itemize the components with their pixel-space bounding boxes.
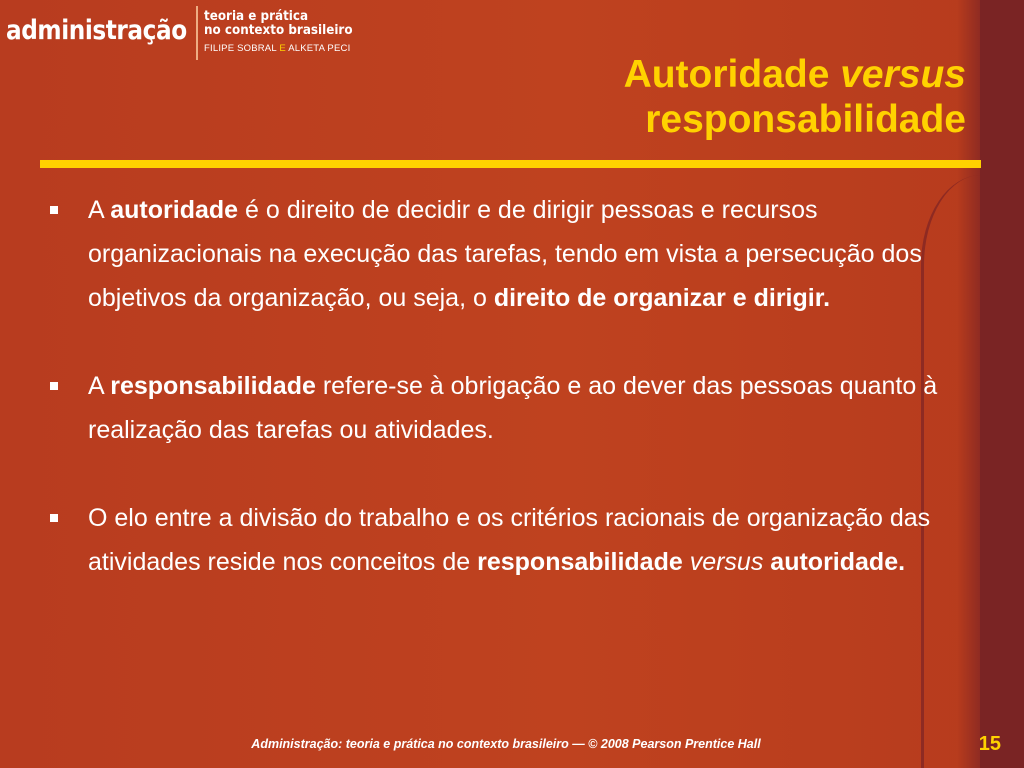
logo-author-connector: E: [279, 43, 286, 54]
bullet-text-segment: responsabilidade: [110, 372, 316, 400]
bullet-text-segment: autoridade.: [770, 548, 906, 576]
logo-author-1: FILIPE SOBRAL: [204, 43, 277, 54]
bullet-text-segment: versus: [689, 548, 764, 576]
logo-wordmark: administração: [6, 15, 187, 46]
bullet-list: [50, 188, 940, 628]
bullet-text: [88, 364, 940, 452]
bullet-text-segment: autoridade: [110, 196, 239, 224]
bullet-item: [50, 496, 940, 584]
bullet-item: [50, 364, 940, 452]
logo-divider: [196, 6, 198, 60]
footer-text: Administração: teoria e prática no contexto brasileiro — © 2008 Pearson Prentice Hall: [251, 737, 761, 751]
bullet-text-segment: responsabilidade: [477, 548, 683, 576]
title-part-1: Autoridade: [623, 53, 841, 96]
logo-subtitle-line2: no contexto brasileiro: [204, 23, 353, 38]
bullet-text-segment: direito de organizar e dirigir.: [493, 284, 831, 312]
bullet-text-segment: O elo entre a divisão do trabalho e os critérios racionais de organização das atividades reside nos conceitos de: [88, 504, 931, 576]
bullet-square-icon: [50, 514, 58, 522]
bullet-text: [88, 496, 940, 584]
slide-title: [266, 52, 966, 142]
bullet-text-segment: A: [88, 196, 111, 224]
title-italic-versus: versus: [840, 53, 966, 96]
bullet-text-segment: é o direito de decidir e de dirigir pessoas e recursos organizacionais na execução das tarefas, tendo em vista a persecução dos objetivos da organização, ou seja, o: [88, 196, 922, 312]
bullet-text-segment: A: [88, 372, 111, 400]
footer: [0, 737, 1024, 751]
bullet-square-icon: [50, 206, 58, 214]
bullet-text-segment: refere-se à obrigação e ao dever das pessoas quanto à realização das tarefas ou atividades.: [88, 372, 938, 444]
title-line-2: responsabilidade: [645, 98, 966, 141]
page-number: 15: [978, 733, 1001, 755]
bullet-square-icon: [50, 382, 58, 390]
logo-subtitle: [204, 6, 365, 54]
bullet-text: [88, 188, 940, 320]
bullet-item: [50, 188, 940, 320]
logo-subtitle-line1: teoria e prática: [204, 9, 309, 24]
logo-author-2: ALKETA PECI: [288, 43, 351, 54]
bullet-text-segment: [683, 548, 690, 576]
title-underline: [40, 160, 981, 168]
